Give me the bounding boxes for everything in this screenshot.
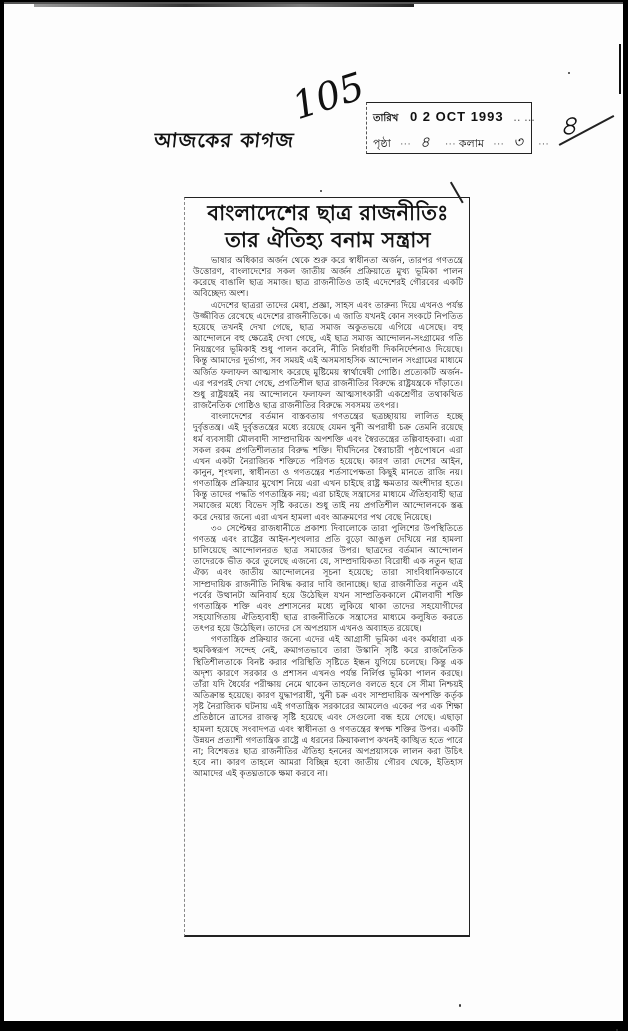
- article-paragraph: গণতান্ত্রিক প্রক্রিয়ার জন্যে এদের এই আগ্রাসী ভূমিকা এবং কর্মধারা এক হুমকিস্বরূপ সন্দেহ নেই, ক্রমাগতভাবে তারা উস্কানি সৃষ্টি করে রাজনৈতিক স্থিতিশীলতাকে বিনষ্ট করার পরিস্থিতি সৃষ্টিতে ইন্ধন যুগিয়ে চলেছে। কিন্তু এক অদৃশ্য কারণে সরকার ও প্রশাসন এখনও পর্যন্ত নির্লিপ্ত ভূমিকা পালন করছে। তাঁরা যদি ধৈর্যের পরীক্ষায় নেমে থাকেন তাহলেও বলতে হবে সে সীমা নিশ্চয়ই অতিক্রান্ত হয়েছে। কারণ যুদ্ধাপরাধী, খুনী চক্র এবং সাম্প্রদায়িক অপশক্তি কর্তৃক সৃষ্ট নৈরাজ্যিক ঘটনায় এই গণতান্ত্রিক সরকারের আমলেও একের পর এক শিক্ষা প্রতিষ্ঠানে ত্রাসের রাজত্ব সৃষ্টি হয়েছে এবং সেগুলো বন্ধ হয়ে গেছে। এছাড়া হামলা হয়েছে সংবাদপত্র এবং স্বাধীনতা ও গণতন্ত্রের স্বপক্ষ শক্তির উপর। একটি উন্নয়ন প্রত্যাশী গণতান্ত্রিক রাষ্ট্রে এ ধরনের ক্রিয়াকলাপ কখনই কাঙ্খিত হতে পারে না; বিশেষতঃ ছাত্র রাজনীতির ঐতিহ্য হননের অপপ্রয়াসকে লালন করা উচিৎ হবে না। কারণ তাহলে আমরা বিচ্ছিন্ন হবো জাতীয় গৌরব থেকে, ইতিহাস আমাদের এই কৃতঘ্নতাকে ক্ষমা করবে না।: [193, 635, 463, 780]
- handwritten-file-number: 105: [286, 63, 370, 129]
- stamp-column-label: কলাম: [458, 138, 485, 150]
- stamp-date-value: 0 2 OCT 1993: [409, 109, 504, 124]
- stamp-dots: ···: [493, 138, 505, 150]
- article-paragraph: এদেশের ছাত্ররা তাদের মেধা, প্রজ্ঞা, সাহস এবং তারুন্য দিয়ে এখনও পর্যন্ত উজ্জীবিত রেখেছে এদেশের রাজনীতিকে। এ জাতি যখনই কোন সংকটে নিপতিত হয়েছে তখনই দেখা গেছে, ছাত্র সমাজ অকুতভয়ে এগিয়ে এসেছে। বহু আন্দোলনে বহু ক্ষেত্রেই দেখা গেছে, এই ছাত্র সমাজ আন্দোলন-সংগ্রামের গতি নিয়ন্ত্রণের ভূমিকাই শুধু পালন করেনি, নীতি নির্ধারণী দিকনির্দেশনাও দিয়েছে। কিন্তু আমাদের দুর্ভাগ্য, সব সময়ই এই অসমসাহসিক আন্দোলন সংগ্রামের মাধ্যমে অর্জিত ফলাফল আত্মসাৎ করেছে মুষ্টিমেয় স্বার্থান্বেষী গোষ্ঠি। প্রত্যেকটি অর্জন-এর পরপরই দেখা গেছে, প্রগতিশীল ছাত্র রাজনীতির বিরুদ্ধে রাষ্ট্রযন্ত্রকে দাঁড়াতে। শুধু রাষ্ট্রযন্ত্রই নয় আন্দোলনে ফলাফল আত্মসাৎকারী একশ্রেণীর তথাকথিত রাজনৈতিক গোষ্ঠিও ছাত্র রাজনীতির বিরুদ্ধে সবসময় তৎপর।: [193, 300, 463, 412]
- stamp-dots: ···: [537, 138, 549, 150]
- stamp-date-row: [373, 109, 535, 128]
- scan-edge-mark: [619, 44, 621, 94]
- scan-speck: [568, 72, 570, 74]
- scan-speck: [320, 190, 322, 192]
- stamp-page-label: পৃষ্ঠা: [373, 138, 391, 150]
- stamp-column-value: ৩: [513, 133, 523, 151]
- newspaper-name: আজকের কাগজ: [153, 128, 296, 152]
- article-paragraph: ৩০ সেপ্টেম্বর রাজধানীতে প্রকাশ্য দিবালোকে তারা পুলিশের উপস্থিতিতে গণতন্ত্র এবং রাষ্ট্রের আইন-শৃংখলার প্রতি বুড়ো আঙুল দেখিয়ে নগ্ন হামলা চালিয়েছে আন্দোলনরত ছাত্র সমাজের উপর। ছাত্রদের বর্তমান আন্দোলন তাদেরকে ভীত করে তুলেছে এজন্যে যে, সাম্প্রদায়িকতা বিরোধী এক নতুন ছাত্র ঐক্য এবং জাতীয় আন্দোলনের সূচনা হয়েছে; তারা সাংবিধানিকভাবে সাম্প্রদায়িক রাজনীতি নিষিদ্ধ করার দাবি জানাচ্ছে। ছাত্র রাজনীতির নতুন এই পর্বের উত্থানটা অনিবার্য হয়ে উঠেছিল যখন সাম্প্রতিককালে মৌলবাদী শক্তি গণতান্ত্রিক শক্তি এবং প্রশাসনের মধ্যে লুকিয়ে থাকা তাদের সহযোগীদের সহযোগিতায় ঐতিহ্যবাহী ছাত্র রাজনীতিকে সন্ত্রাসের মাধ্যমে কলুষিত করতে তৎপর হয়ে উঠেছিল। তাদের সে অপপ্রয়াস এখনও অব্যাহত রয়েছে।: [193, 523, 463, 635]
- article-paragraph: বাংলাদেশের বর্তমান বাস্তবতায় গণতন্ত্রের ছত্রচ্ছায়ায় লালিত হচ্ছে দুর্বৃত্ততন্ত্র। এই দুর্বৃত্ততন্ত্রের মধ্যে রয়েছে যেমন খুনী অপরাধী চক্র তেমনি রয়েছে ধর্ম ব্যবসায়ী মৌলবাদী সাম্প্রদায়িক অপশক্তি এবং স্বৈরতন্ত্রের তল্পিবাহকরা। এরা সকল রকম প্রগতিশীলতার বিরুদ্ধ শক্তি। দীর্ঘদিনের স্বৈরাচারী পৃষ্ঠপোষনে এরা এখন একটা নৈরাজ্যিক শক্তিতে পরিণত হয়েছে। কারণ তারা দেশের আইন, কানুন, শৃংখলা, স্বাধীনতা ও গণতন্ত্রের শর্তসাপেক্ষতা কিছুই মানতে রাজি নয়। গণতান্ত্রিক প্রক্রিয়ার মুখোশ নিয়ে এরা এখন চাইছে রাষ্ট্র ক্ষমতার অংশীদার হতে। কিন্তু তাদের পদ্ধতি গণতান্ত্রিক নয়; এরা চাইছে সন্ত্রাসের মাধ্যমে ঐতিহ্যবাহী ছাত্র সমাজের মধ্যে বিভেদ সৃষ্টি করতে। শুধু তাই নয় প্রগতিশীল আন্দোলনকে স্তব্ধ করে দেয়ার জন্যে এরা এখন হামলা এবং আক্রমণের পথ বেছে নিয়েছে।: [193, 412, 463, 523]
- headline-line-1: বাংলাদেশের ছাত্র রাজনীতিঃ: [207, 201, 449, 225]
- headline-line-2: তার ঐতিহ্য বনাম সন্ত্রাস: [225, 228, 431, 252]
- stamp-page-row: [373, 131, 549, 156]
- article-clipping: [184, 197, 470, 937]
- article-paragraph: ভাষার অধিকার অর্জন থেকে শুরু করে স্বাধীনতা অর্জন, তারপর গণতন্ত্রে উত্তোরণ, বাংলাদেশের সকল জাতীয় অর্জন প্রক্রিয়াতে মুখ্য ভূমিকা পালন করেছে বাঙালি ছাত্র সমাজ। ছাত্র রাজনীতিও তাই এদেশেরই গৌরবের একটি অবিচ্ছেদ্য অংশ।: [193, 256, 463, 300]
- stamp-dots: ···: [399, 138, 411, 150]
- stamp-dots: .. ...: [513, 109, 535, 124]
- article-headline: [193, 200, 463, 254]
- scan-edge-streak: [34, 4, 414, 7]
- article-body: [193, 256, 463, 780]
- handwritten-signature: ৪: [559, 109, 578, 142]
- stamp-page-value: ৪: [419, 133, 430, 151]
- stamp-dots: ···: [444, 138, 456, 150]
- stamp-date-label: তারিখ: [373, 113, 399, 124]
- scan-speck: [459, 1004, 461, 1007]
- date-stamp: [366, 102, 549, 154]
- scanned-page: [4, 2, 623, 1021]
